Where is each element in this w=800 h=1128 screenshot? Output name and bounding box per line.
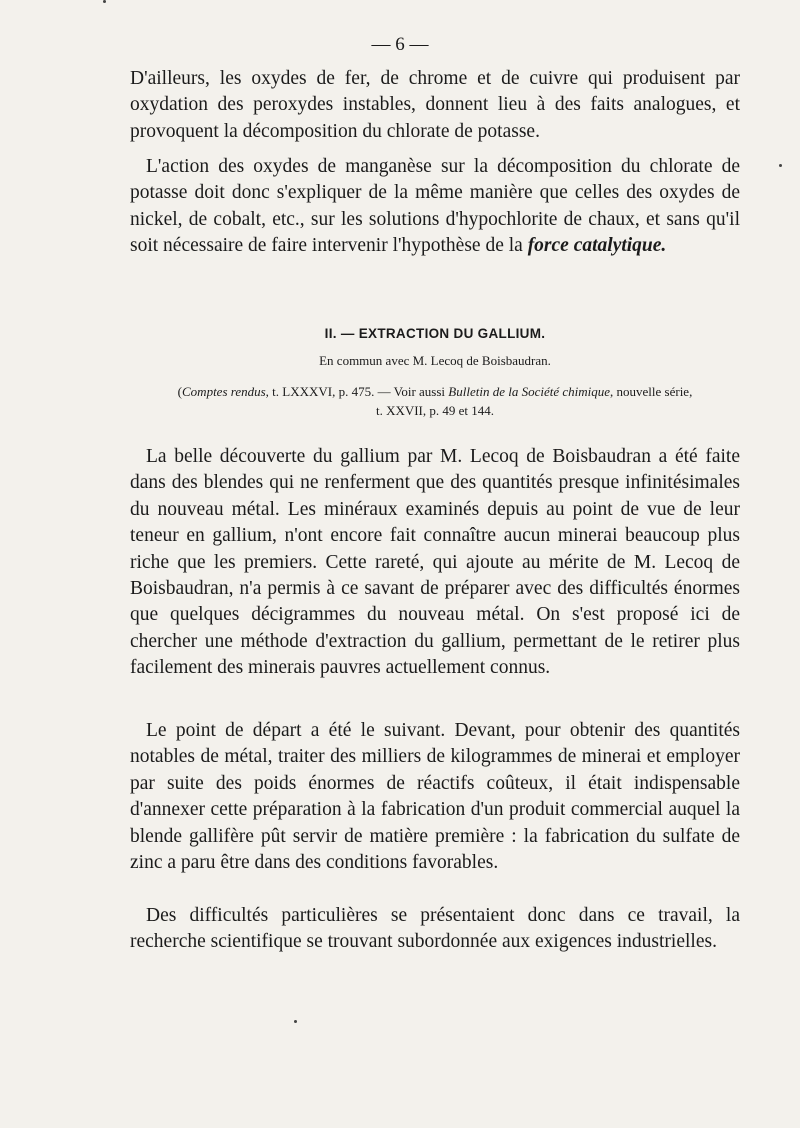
- citation: (Comptes rendus, t. LXXXVI, p. 475. — Voir aussi Bulletin de la Société chimique, nouvelle série, t. XXVII, p. 49 et 144.: [177, 384, 693, 418]
- citation-volume: t. XXVII, p. 49 et 144.: [375, 403, 495, 418]
- citation-ref: , t. LXXXVI, p. 475. — Voir aussi: [265, 384, 449, 399]
- paragraph-point-de-depart: Le point de départ a été le suivant. Devant, pour obtenir des quantités notables de métal, traiter des milliers de kilogrammes de minerai et employer par suite des poids énormes de réactifs coûteux, il était indispensable d'annexer cette préparation à la fabrication d'un produit commercial auquel la blende gallifère pût servir de matière première : la fabrication du sulfate de zinc a paru être dans des conditions favorables.: [130, 720, 740, 874]
- scan-speck: [294, 1020, 297, 1023]
- citation-journal: Comptes rendus: [182, 384, 266, 399]
- section-coauthor: En commun avec M. Lecoq de Boisbaudran.: [319, 353, 551, 368]
- scan-speck: [103, 0, 106, 3]
- scan-speck: [779, 164, 782, 167]
- page-number: — 6 —: [371, 34, 429, 55]
- paragraph-oxydes-manganese: [130, 154, 740, 260]
- paragraph-decouverte-gallium: La belle découverte du gallium par M. Lecoq de Boisbaudran a été faite dans des blendes qui ne renferment que des quantités presque infinitésimales du nouveau métal. Les minéraux examinés depuis au point de vue de leur teneur en gallium, n'ont encore fait connaître aucun minerai beaucoup plus riche que les premiers. Cette rareté, qui ajoute au mérite de M. Lecoq de Boisbaudran, n'a permis à ce savant de préparer avec des difficultés énormes que quelques décigrammes du nouveau métal. On s'est proposé ici de chercher une méthode d'extraction du gallium, permettant de le retirer plus facilement des minerais pauvres actuellement connus.: [130, 446, 740, 679]
- citation-bulletin: Bulletin de la Société chimique: [448, 384, 611, 399]
- paragraph-difficultes: Des difficultés particulières se présentaient donc dans ce travail, la recherche scientifique se trouvant subordonnée aux exigences industrielles.: [130, 905, 740, 953]
- paragraph-text: L'action des oxydes de manganèse sur la décomposition du chlorate de potasse doit donc s'expliquer de la même manière que celles des oxydes de nickel, de cobalt, etc., sur les solutions d'hypochlorite de chaux, et sans qu'il soit nécessaire de faire intervenir l'hypothèse de la: [130, 156, 740, 257]
- paragraph-oxydes-fer: D'ailleurs, les oxydes de fer, de chrome et de cuivre qui produisent par oxydation des peroxydes instables, donnent lieu à des faits analogues, et provoquent la décomposition du chlorate de potasse.: [130, 68, 740, 142]
- citation-series: , nouvelle série,: [610, 384, 693, 399]
- section-heading: II. — EXTRACTION DU GALLIUM.: [324, 326, 546, 341]
- emphasis-force-catalytique: force catalytique.: [527, 235, 667, 257]
